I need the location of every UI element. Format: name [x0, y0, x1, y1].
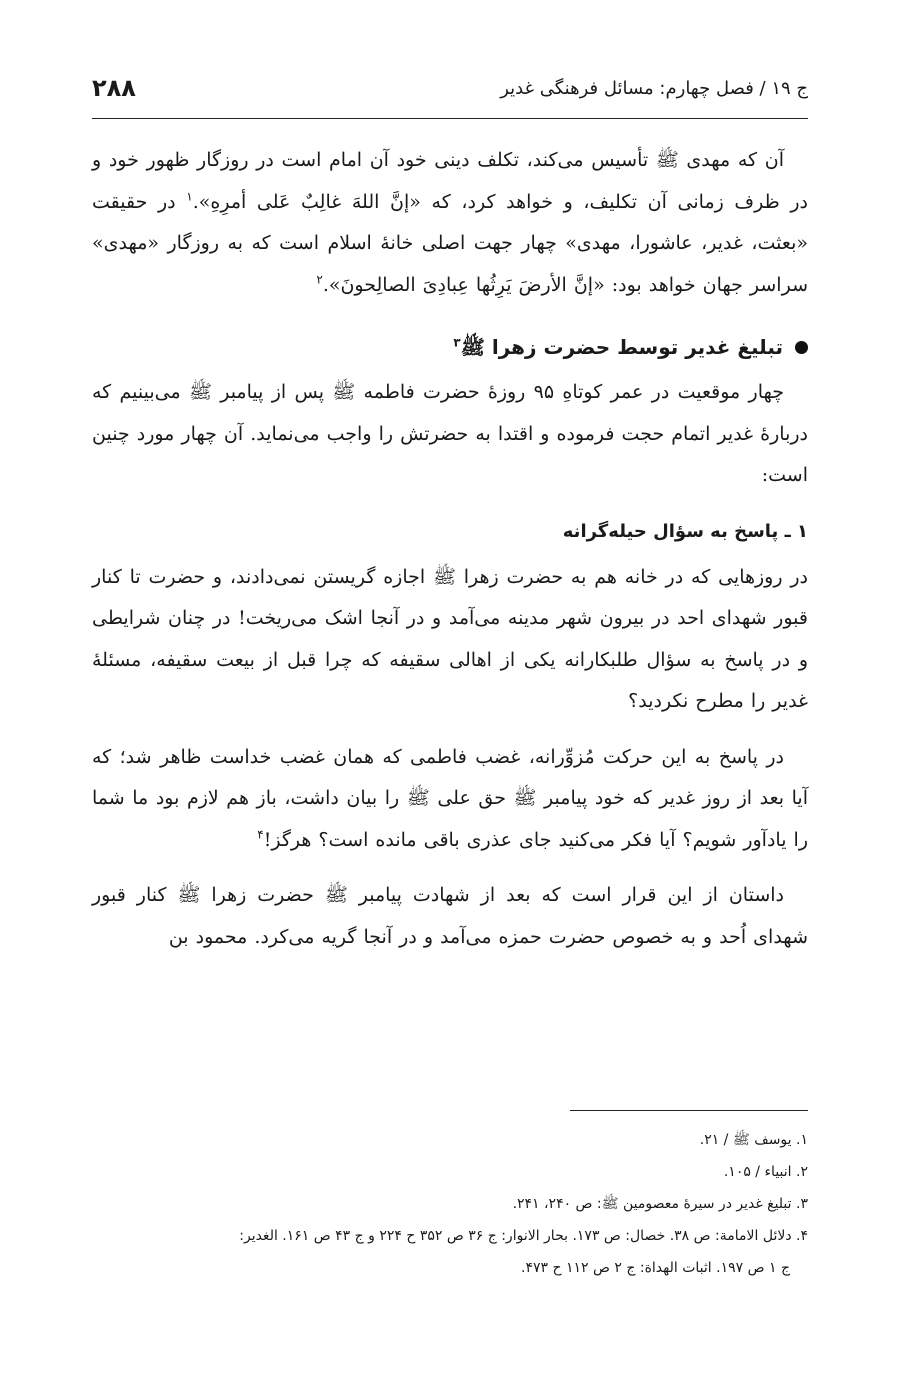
bullet-icon: [795, 341, 808, 354]
footnote-ref-4[interactable]: ۴: [257, 827, 264, 842]
paragraph-2: چهار موقعیت در عمر کوتاهِ ۹۵ روزهٔ حضرت فاطمه ﷺ پس از پیامبر ﷺ می‌بینیم که دربارهٔ غدیر اتمام حجت فرموده و اقتدا به حضرتش را واجب می‌نماید. آن چهار مورد چنین است:: [92, 381, 808, 486]
footnote-4: ۴. دلائل الامامة: ص ۳۸. خصال: ص ۱۷۳. بحار الانوار: ج ۳۶ ص ۳۵۲ ح ۲۲۴ و ج ۴۳ ص ۱۶۱. الغدیر:: [239, 1228, 808, 1244]
section-title: تبلیغ غدیر توسط حضرت زهرا ﷺ: [460, 335, 783, 359]
footnote-ref-2[interactable]: ۲: [316, 272, 323, 287]
footnote-3: ۳. تبلیغ غدیر در سیرهٔ معصومین ﷺ: ص ۲۴۰، ۲۴۱.: [512, 1196, 808, 1212]
page-header: [92, 66, 808, 119]
paragraph-1: [92, 140, 808, 306]
paragraph-5: داستان از این قرار است که بعد از شهادت پیامبر ﷺ حضرت زهرا ﷺ کنار قبور شهدای اُحد و به خصوص حضرت حمزه می‌آمد و در آنجا گریه می‌کرد. محمود بن: [92, 884, 808, 948]
running-head: ج ۱۹ / فصل چهارم: مسائل فرهنگی غدیر: [500, 78, 808, 99]
page-number: ۲۸۸: [92, 74, 136, 102]
footnotes: [92, 1124, 808, 1284]
subsection-heading: ۱ ـ پاسخ به سؤال حیله‌گرانه: [562, 520, 808, 542]
footnote-ref-1[interactable]: ۱: [186, 189, 193, 204]
footnote-4-continued: ج ۱ ص ۱۹۷. اثبات الهداة: ج ۲ ص ۱۱۲ ح ۴۷۳.: [521, 1260, 790, 1276]
section-heading: [92, 322, 808, 372]
footnote-1: ۱. یوسف ﷺ / ۲۱.: [699, 1132, 808, 1148]
footnote-ref-3[interactable]: ۳: [453, 335, 461, 350]
book-page: [92, 0, 808, 1390]
footnote-2: ۲. انبیاء / ۱۰۵.: [723, 1164, 808, 1180]
body-text: [92, 140, 808, 958]
paragraph-1-text: آن که مهدی ﷺ تأسیس می‌کند، تکلف دینی خود آن امام است در روزگار ظهور خود و در ظرف زمانی آن تکلیف، و خواهد کرد، که «إنَّ اللهَ غالِبٌ عَلی أمرِهِ».: [92, 149, 809, 213]
footnote-divider: [570, 1110, 808, 1111]
paragraph-3: در روزهایی که در خانه هم به حضرت زهرا ﷺ اجازه گریستن نمی‌دادند، و حضرت تا کنار قبور شهدای احد در بیرون شهر مدینه می‌آمد و در آنجا اشک می‌ریخت! در چنان شرایطی و در پاسخ به سؤال طلبکارانه یکی از اهالی سقیفه که چرا قبل از بیعت سقیفه، مسئلهٔ غدیر را مطرح نکردید؟: [92, 565, 808, 712]
paragraph-4-text: در پاسخ به این حرکت مُزوِّرانه، غضب فاطمی که همان غضب خداست ظاهر شد؛ که آیا بعد از روز غدیر که خود پیامبر ﷺ حق علی ﷺ را بیان داشت، باز هم لازم بود ما شما را یادآور شویم؟ آیا فکر می‌کنید جای عذری باقی مانده است؟ هرگز!: [92, 745, 808, 851]
paragraph-1-text-cont: در حقیقت «بعثت، غدیر، عاشورا، مهدی» چهار جهت اصلی خانهٔ اسلام است که به روزگار «مهدی» سراسر جهان خواهد بود: «إنَّ الأرضَ یَرِثُها عِبادِیَ الصالِحونَ».: [92, 190, 808, 296]
paragraph-4: [92, 737, 808, 862]
